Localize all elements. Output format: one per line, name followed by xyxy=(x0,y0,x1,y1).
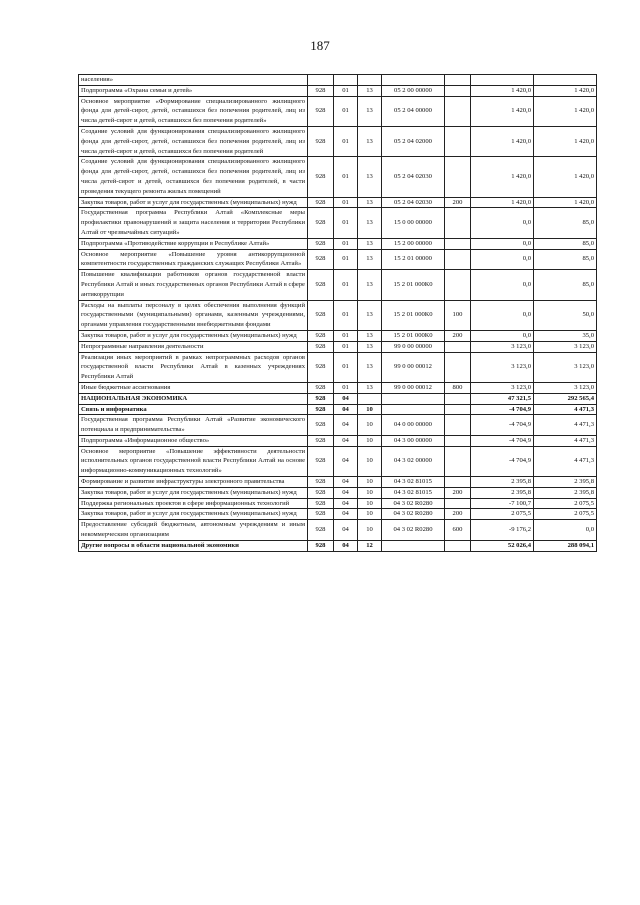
ministry-code xyxy=(308,75,334,86)
ministry-code: 928 xyxy=(308,126,334,156)
table-row xyxy=(79,249,597,270)
table-row xyxy=(79,352,597,382)
target-article-code: 05 2 04 02030 xyxy=(382,157,445,197)
amount-2: 85,0 xyxy=(534,270,597,300)
amount-2: 1 420,0 xyxy=(534,96,597,126)
row-name: Реализация иных мероприятий в рамках непрограммных расходов органов государственной власти Республики Алтай в казенных учреждениях Республики Алтай xyxy=(79,352,308,382)
section-code: 01 xyxy=(334,96,358,126)
row-name: Иные бюджетные ассигнования xyxy=(79,382,308,393)
amount-2 xyxy=(534,75,597,86)
amount-1: 1 420,0 xyxy=(471,96,534,126)
subsection-code: 10 xyxy=(358,498,382,509)
amount-1: 2 395,8 xyxy=(471,477,534,488)
table-row xyxy=(79,540,597,551)
amount-1: 0,0 xyxy=(471,208,534,238)
amount-1: 0,0 xyxy=(471,238,534,249)
amount-2: 0,0 xyxy=(534,520,597,541)
expense-type-code xyxy=(445,404,471,415)
table-row xyxy=(79,96,597,126)
budget-table xyxy=(78,74,597,552)
expense-type-code xyxy=(445,540,471,551)
subsection-code: 10 xyxy=(358,520,382,541)
expense-type-code: 200 xyxy=(445,330,471,341)
target-article-code: 04 3 02 R0280 xyxy=(382,498,445,509)
section-code: 01 xyxy=(334,249,358,270)
target-article-code: 99 0 00 00012 xyxy=(382,382,445,393)
table-row xyxy=(79,446,597,476)
amount-1: 1 420,0 xyxy=(471,157,534,197)
amount-1: 1 420,0 xyxy=(471,85,534,96)
amount-1: -4 704,9 xyxy=(471,446,534,476)
subsection-code: 13 xyxy=(358,208,382,238)
expense-type-code xyxy=(445,75,471,86)
row-name: Поддержка региональных проектов в сфере информационных технологий xyxy=(79,498,308,509)
table-row xyxy=(79,393,597,404)
amount-2: 1 420,0 xyxy=(534,157,597,197)
amount-1: -4 704,9 xyxy=(471,415,534,436)
subsection-code: 13 xyxy=(358,341,382,352)
ministry-code: 928 xyxy=(308,249,334,270)
target-article-code: 04 3 02 R0280 xyxy=(382,509,445,520)
amount-2: 4 471,3 xyxy=(534,435,597,446)
target-article-code: 15 0 00 00000 xyxy=(382,208,445,238)
amount-1: 0,0 xyxy=(471,249,534,270)
section-code: 04 xyxy=(334,487,358,498)
subsection-code: 10 xyxy=(358,435,382,446)
target-article-code: 99 0 00 00000 xyxy=(382,341,445,352)
ministry-code: 928 xyxy=(308,498,334,509)
ministry-code: 928 xyxy=(308,404,334,415)
section-code: 04 xyxy=(334,415,358,436)
row-name: Закупка товаров, работ и услуг для государственных (муниципальных) нужд xyxy=(79,197,308,208)
table-row xyxy=(79,382,597,393)
subsection-code: 13 xyxy=(358,157,382,197)
ministry-code: 928 xyxy=(308,341,334,352)
subsection-code: 13 xyxy=(358,96,382,126)
amount-1: 1 420,0 xyxy=(471,197,534,208)
table-row xyxy=(79,520,597,541)
target-article-code: 05 2 04 00000 xyxy=(382,96,445,126)
ministry-code: 928 xyxy=(308,208,334,238)
amount-1: 3 123,0 xyxy=(471,352,534,382)
subsection-code: 13 xyxy=(358,352,382,382)
target-article-code: 15 2 01 00000 xyxy=(382,249,445,270)
section-code: 01 xyxy=(334,382,358,393)
expense-type-code: 600 xyxy=(445,520,471,541)
target-article-code: 05 2 04 02030 xyxy=(382,197,445,208)
row-name: Закупка товаров, работ и услуг для государственных (муниципальных) нужд xyxy=(79,330,308,341)
target-article-code: 04 3 02 81015 xyxy=(382,477,445,488)
subsection-code: 10 xyxy=(358,446,382,476)
ministry-code: 928 xyxy=(308,520,334,541)
section-code: 01 xyxy=(334,197,358,208)
expense-type-code xyxy=(445,446,471,476)
row-name: Подпрограмма «Противодействие коррупции в Республике Алтай» xyxy=(79,238,308,249)
row-name: Основное мероприятие «Повышение уровня антикоррупционной компетентности государственных гражданских служащих Республики Алтай» xyxy=(79,249,308,270)
table-row xyxy=(79,157,597,197)
subsection-code: 13 xyxy=(358,382,382,393)
table-row xyxy=(79,270,597,300)
row-name: Закупка товаров, работ и услуг для государственных (муниципальных) нужд xyxy=(79,487,308,498)
amount-1: -7 100,7 xyxy=(471,498,534,509)
section-code: 01 xyxy=(334,85,358,96)
subsection-code: 10 xyxy=(358,415,382,436)
row-name: Подпрограмма «Охрана семьи и детей» xyxy=(79,85,308,96)
amount-2: 3 123,0 xyxy=(534,382,597,393)
amount-1: -4 704,9 xyxy=(471,435,534,446)
expense-type-code xyxy=(445,85,471,96)
section-code xyxy=(334,75,358,86)
amount-2: 1 420,0 xyxy=(534,85,597,96)
target-article-code: 99 0 00 00012 xyxy=(382,352,445,382)
amount-2: 2 395,8 xyxy=(534,477,597,488)
ministry-code: 928 xyxy=(308,85,334,96)
section-code: 01 xyxy=(334,330,358,341)
subsection-code: 10 xyxy=(358,404,382,415)
row-name: Повышение квалификации работников органов государственной власти Республики Алтай и иных государственных органов Республики Алтай в сфере антикоррупции xyxy=(79,270,308,300)
amount-2: 85,0 xyxy=(534,208,597,238)
target-article-code: 05 2 00 00000 xyxy=(382,85,445,96)
row-name: Основное мероприятие «Повышение эффективности деятельности исполнительных органов государственной власти Республики Алтай на основе информационно-коммуникационных технологий» xyxy=(79,446,308,476)
ministry-code: 928 xyxy=(308,393,334,404)
amount-1: 0,0 xyxy=(471,270,534,300)
section-code: 04 xyxy=(334,446,358,476)
row-name: Создание условий для функционирования специализированного жилищного фонда для детей-сирот, детей, оставшихся без попечения родителей, лиц из числа детей-сирот и детей, оставшихся без попечения родителей, в части проведения текущего ремонта жилых помещений xyxy=(79,157,308,197)
expense-type-code xyxy=(445,435,471,446)
expense-type-code xyxy=(445,96,471,126)
expense-type-code xyxy=(445,352,471,382)
table-row xyxy=(79,330,597,341)
section-code: 04 xyxy=(334,435,358,446)
row-name: Основное мероприятие «Формирование специализированного жилищного фонда для детей-сирот, детей, оставшихся без попечения родителей, лиц из числа детей-сирот и детей, оставшихся без попечения родителей» xyxy=(79,96,308,126)
table-row xyxy=(79,341,597,352)
amount-2: 1 420,0 xyxy=(534,126,597,156)
amount-2: 1 420,0 xyxy=(534,197,597,208)
section-code: 01 xyxy=(334,238,358,249)
target-article-code: 04 3 02 81015 xyxy=(382,487,445,498)
ministry-code: 928 xyxy=(308,477,334,488)
amount-1: 2 075,5 xyxy=(471,509,534,520)
table-row xyxy=(79,85,597,96)
amount-2: 50,0 xyxy=(534,300,597,330)
subsection-code: 13 xyxy=(358,330,382,341)
expense-type-code: 200 xyxy=(445,509,471,520)
amount-1: -9 176,2 xyxy=(471,520,534,541)
target-article-code: 15 2 00 00000 xyxy=(382,238,445,249)
amount-2: 288 094,1 xyxy=(534,540,597,551)
subsection-code: 12 xyxy=(358,540,382,551)
row-name: Подпрограмма «Информационное общество» xyxy=(79,435,308,446)
expense-type-code xyxy=(445,498,471,509)
table-row xyxy=(79,126,597,156)
amount-1: -4 704,9 xyxy=(471,404,534,415)
table-row xyxy=(79,197,597,208)
amount-2: 2 075,5 xyxy=(534,509,597,520)
ministry-code: 928 xyxy=(308,352,334,382)
expense-type-code xyxy=(445,249,471,270)
amount-1: 3 123,0 xyxy=(471,341,534,352)
amount-2: 3 123,0 xyxy=(534,352,597,382)
table-row xyxy=(79,415,597,436)
amount-1: 1 420,0 xyxy=(471,126,534,156)
amount-2: 85,0 xyxy=(534,249,597,270)
row-name: Связь и информатика xyxy=(79,404,308,415)
amount-1 xyxy=(471,75,534,86)
ministry-code: 928 xyxy=(308,415,334,436)
expense-type-code xyxy=(445,393,471,404)
expense-type-code xyxy=(445,477,471,488)
page-number: 187 xyxy=(310,38,330,53)
section-code: 04 xyxy=(334,477,358,488)
subsection-code: 13 xyxy=(358,249,382,270)
row-name: НАЦИОНАЛЬНАЯ ЭКОНОМИКА xyxy=(79,393,308,404)
section-code: 04 xyxy=(334,404,358,415)
target-article-code: 05 2 04 02000 xyxy=(382,126,445,156)
section-code: 04 xyxy=(334,509,358,520)
subsection-code: 13 xyxy=(358,270,382,300)
amount-2: 3 123,0 xyxy=(534,341,597,352)
amount-2: 85,0 xyxy=(534,238,597,249)
section-code: 04 xyxy=(334,540,358,551)
amount-2: 292 565,4 xyxy=(534,393,597,404)
section-code: 04 xyxy=(334,498,358,509)
target-article-code: 15 2 01 000К0 xyxy=(382,330,445,341)
expense-type-code: 800 xyxy=(445,382,471,393)
amount-1: 47 321,5 xyxy=(471,393,534,404)
ministry-code: 928 xyxy=(308,435,334,446)
table-row xyxy=(79,435,597,446)
amount-2: 35,0 xyxy=(534,330,597,341)
expense-type-code xyxy=(445,341,471,352)
expense-type-code: 200 xyxy=(445,197,471,208)
expense-type-code xyxy=(445,238,471,249)
table-row xyxy=(79,498,597,509)
target-article-code: 04 3 02 00000 xyxy=(382,446,445,476)
section-code: 01 xyxy=(334,352,358,382)
table-row xyxy=(79,509,597,520)
ministry-code: 928 xyxy=(308,197,334,208)
target-article-code: 04 3 00 00000 xyxy=(382,435,445,446)
row-name: Формирование и развитие инфраструктуры электронного правительства xyxy=(79,477,308,488)
ministry-code: 928 xyxy=(308,540,334,551)
expense-type-code: 200 xyxy=(445,487,471,498)
row-name: Государственная программа Республики Алтай «Комплексные меры профилактики правонарушений и защита населения и территории Республики Алтай от чрезвычайных ситуаций» xyxy=(79,208,308,238)
target-article-code: 04 0 00 00000 xyxy=(382,415,445,436)
ministry-code: 928 xyxy=(308,487,334,498)
section-code: 01 xyxy=(334,126,358,156)
amount-2: 4 471,3 xyxy=(534,446,597,476)
subsection-code xyxy=(358,75,382,86)
expense-type-code xyxy=(445,415,471,436)
ministry-code: 928 xyxy=(308,238,334,249)
table-row xyxy=(79,487,597,498)
target-article-code xyxy=(382,75,445,86)
table-row xyxy=(79,208,597,238)
row-name: населения» xyxy=(79,75,308,86)
amount-2: 4 471,3 xyxy=(534,404,597,415)
subsection-code: 13 xyxy=(358,197,382,208)
table-row xyxy=(79,75,597,86)
expense-type-code: 100 xyxy=(445,300,471,330)
expense-type-code xyxy=(445,208,471,238)
expense-type-code xyxy=(445,126,471,156)
section-code: 01 xyxy=(334,208,358,238)
row-name: Непрограммные направления деятельности xyxy=(79,341,308,352)
table-row xyxy=(79,404,597,415)
table-row xyxy=(79,477,597,488)
target-article-code: 15 2 01 000К0 xyxy=(382,300,445,330)
row-name: Предоставление субсидий бюджетным, автономным учреждениям и иным некоммерческим организациям xyxy=(79,520,308,541)
ministry-code: 928 xyxy=(308,509,334,520)
target-article-code xyxy=(382,393,445,404)
amount-1: 3 123,0 xyxy=(471,382,534,393)
subsection-code xyxy=(358,393,382,404)
subsection-code: 13 xyxy=(358,238,382,249)
section-code: 01 xyxy=(334,300,358,330)
ministry-code: 928 xyxy=(308,270,334,300)
target-article-code: 04 3 02 R0280 xyxy=(382,520,445,541)
amount-2: 4 471,3 xyxy=(534,415,597,436)
ministry-code: 928 xyxy=(308,300,334,330)
table-row xyxy=(79,238,597,249)
expense-type-code xyxy=(445,157,471,197)
ministry-code: 928 xyxy=(308,96,334,126)
section-code: 01 xyxy=(334,341,358,352)
table-row xyxy=(79,300,597,330)
expense-type-code xyxy=(445,270,471,300)
subsection-code: 10 xyxy=(358,487,382,498)
ministry-code: 928 xyxy=(308,330,334,341)
ministry-code: 928 xyxy=(308,382,334,393)
section-code: 04 xyxy=(334,520,358,541)
subsection-code: 10 xyxy=(358,477,382,488)
row-name: Создание условий для функционирования специализированного жилищного фонда для детей-сирот, детей, оставшихся без попечения родителей, лиц из числа детей-сирот и детей, оставшихся без попечения родителей xyxy=(79,126,308,156)
section-code: 01 xyxy=(334,157,358,197)
row-name: Другие вопросы в области национальной экономики xyxy=(79,540,308,551)
row-name: Государственная программа Республики Алтай «Развитие экономического потенциала и предпринимательства» xyxy=(79,415,308,436)
subsection-code: 13 xyxy=(358,300,382,330)
section-code: 01 xyxy=(334,270,358,300)
row-name: Расходы на выплаты персоналу в целях обеспечения выполнения функций государственными (муниципальными) органами, казенными учреждениями, органами управления государственными внебюджетными фондами xyxy=(79,300,308,330)
ministry-code: 928 xyxy=(308,157,334,197)
target-article-code: 15 2 01 000К0 xyxy=(382,270,445,300)
target-article-code xyxy=(382,404,445,415)
subsection-code: 13 xyxy=(358,126,382,156)
amount-1: 0,0 xyxy=(471,330,534,341)
ministry-code: 928 xyxy=(308,446,334,476)
amount-1: 52 026,4 xyxy=(471,540,534,551)
amount-1: 2 395,8 xyxy=(471,487,534,498)
row-name: Закупка товаров, работ и услуг для государственных (муниципальных) нужд xyxy=(79,509,308,520)
subsection-code: 13 xyxy=(358,85,382,96)
target-article-code xyxy=(382,540,445,551)
amount-2: 2 075,5 xyxy=(534,498,597,509)
amount-2: 2 395,8 xyxy=(534,487,597,498)
amount-1: 0,0 xyxy=(471,300,534,330)
subsection-code: 10 xyxy=(358,509,382,520)
section-code: 04 xyxy=(334,393,358,404)
